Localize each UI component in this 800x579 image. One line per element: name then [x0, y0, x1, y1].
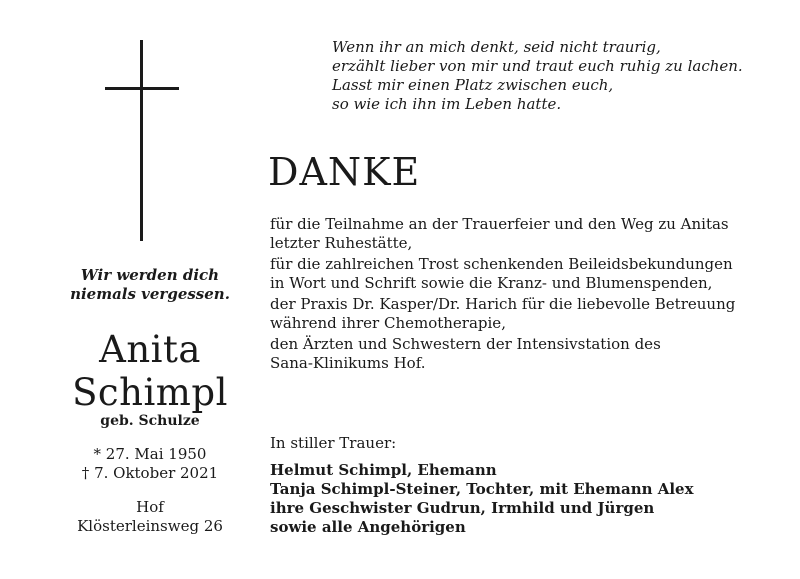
- birth-date: * 27. Mai 1950: [93, 445, 207, 463]
- last-name: Schimpl: [72, 371, 228, 414]
- birth-name: geb. Schulze: [100, 413, 200, 429]
- poem-line: erzählt lieber von mir und traut euch ruhig zu lachen.: [332, 57, 743, 75]
- thanks-line: Sana-Klinikums Hof.: [270, 354, 426, 372]
- thanks-line: der Praxis Dr. Kasper/Dr. Harich für die liebevolle Betreuung: [270, 295, 736, 313]
- thanks-paragraph: [270, 335, 790, 373]
- memorial-text: [60, 266, 240, 304]
- thanks-text: [270, 215, 790, 375]
- thanks-paragraph: [270, 215, 790, 253]
- address-city: Hof: [136, 498, 164, 516]
- thanks-line: den Ärzten und Schwestern der Intensivstation des: [270, 335, 661, 353]
- thanks-line: für die zahlreichen Trost schenkenden Beileidsbekundungen: [270, 255, 733, 273]
- thanks-paragraph: [270, 295, 790, 333]
- mourner-entry: sowie alle Angehörigen: [270, 518, 466, 536]
- mourner-entry: Tanja Schimpl-Steiner, Tochter, mit Ehemann Alex: [270, 480, 694, 498]
- poem-line: Wenn ihr an mich denkt, seid nicht traurig,: [332, 38, 661, 56]
- thanks-line: für die Teilnahme an der Trauerfeier und den Weg zu Anitas: [270, 215, 729, 233]
- thanks-line: letzter Ruhestätte,: [270, 234, 413, 252]
- heading: DANKE: [268, 150, 421, 194]
- death-date: † 7. Oktober 2021: [81, 464, 219, 482]
- poem-line: Lasst mir einen Platz zwischen euch,: [332, 76, 614, 94]
- life-dates: [60, 445, 240, 483]
- memorial-line: niemals vergessen.: [70, 285, 230, 303]
- mourners-list: [270, 461, 694, 537]
- address-street: Klösterleinsweg 26: [77, 517, 223, 535]
- mourner-entry: Helmut Schimpl, Ehemann: [270, 461, 497, 479]
- memorial-line: Wir werden dich: [80, 266, 220, 284]
- thanks-paragraph: [270, 255, 790, 293]
- poem-line: so wie ich ihn im Leben hatte.: [332, 95, 562, 113]
- mourner-entry: ihre Geschwister Gudrun, Irmhild und Jürgen: [270, 499, 655, 517]
- deceased-name: [60, 328, 240, 414]
- mourning-label: In stiller Trauer:: [270, 434, 397, 452]
- address: [60, 498, 240, 536]
- thanks-line: in Wort und Schrift sowie die Kranz- und Blumenspenden,: [270, 274, 713, 292]
- poem: [332, 38, 743, 114]
- thanks-line: während ihrer Chemotherapie,: [270, 314, 506, 332]
- first-name: Anita: [99, 328, 201, 371]
